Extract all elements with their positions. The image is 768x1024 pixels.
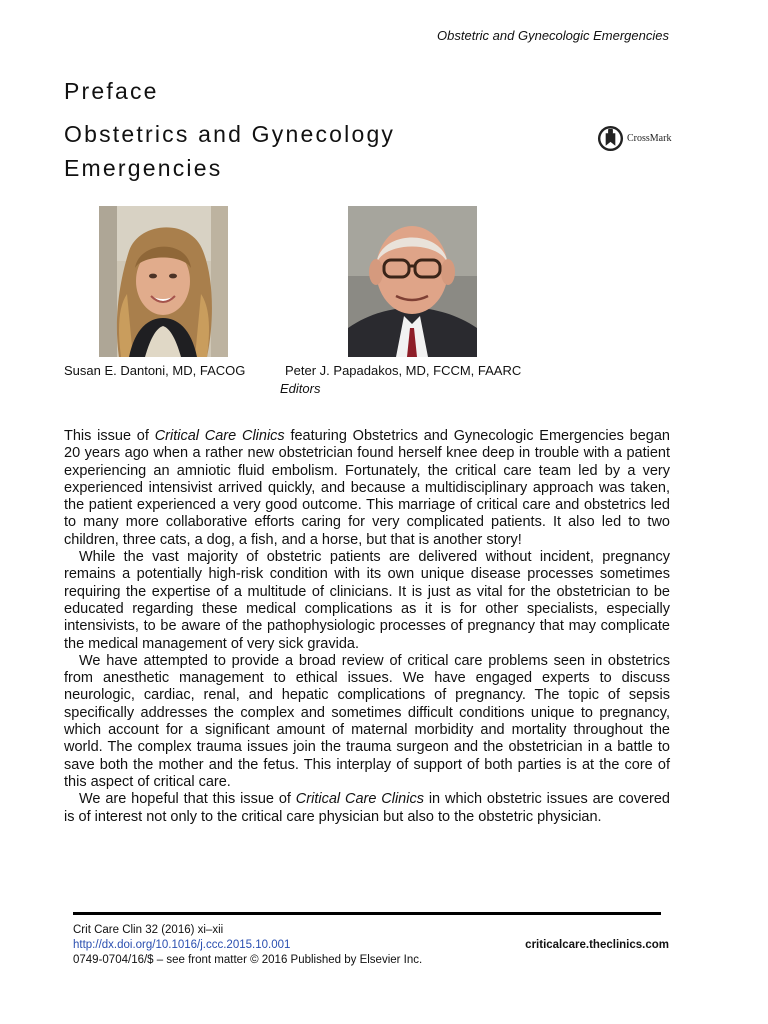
footer-copyright: 0749-0704/16/$ – see front matter © 2016 Published by Elsevier Inc.	[73, 954, 423, 966]
paragraph: We are hopeful that this issue of Critical Care Clinics in which obstetric issues are covered is of interest not only to the critical care physician but also to the obstetric physician.	[64, 791, 670, 825]
crossmark-icon	[597, 125, 624, 152]
editor-name-papadakos: Peter J. Papadakos, MD, FCCM, FAARC	[285, 363, 522, 378]
footer-rule	[73, 912, 661, 915]
journal-website[interactable]: criticalcare.theclinics.com	[525, 939, 669, 951]
journal-name: Critical Care Clinics	[154, 428, 285, 444]
crossmark-badge[interactable]	[597, 125, 671, 152]
section-label: Preface	[64, 78, 159, 104]
paragraph: We have attempted to provide a broad review of critical care problems seen in obstetrics from anesthetic management to ethical issues. We have engaged experts to discuss neurologic, cardiac, renal, and hepatic complications of pregnancy. The topic of sepsis specifically addresses the complex and sometimes difficult conditions unique to pregnancy, which account for a significant amount of maternal morbidity and mortality throughout the world. The complex trauma issues join the trauma surgeon and the obstetrician in a battle to save both the mother and the fetus. This interplay of support of both parties is at the core of this aspect of critical care.	[64, 652, 670, 790]
paragraph: This issue of Critical Care Clinics featuring Obstetrics and Gynecologic Emergencies began 20 years ago when a rather new obstetrician found herself knee deep in trouble with a patient experiencing an amniotic fluid embolism. Fortunately, the critical care team led by a very experienced intensivist arrived quickly, and because a multidisciplinary approach was taken, the patient experienced a very good outcome. This marriage of critical care and obstetrics led to many more collaborative efforts caring for very complicated patients. It also led to two children, three cats, a dog, a fish, and a horse, but that is another story!	[64, 428, 670, 548]
crossmark-label: CrossMark	[627, 133, 672, 144]
editor-photo-woman	[99, 206, 228, 357]
editors-label: Editors	[280, 381, 321, 396]
journal-name: Critical Care Clinics	[295, 791, 424, 808]
article-title: Obstetrics and Gynecology Emergencies	[64, 121, 396, 181]
doi-link[interactable]: http://dx.doi.org/10.1016/j.ccc.2015.10.001	[73, 939, 291, 951]
editor-name-dantoni: Susan E. Dantoni, MD, FACOG	[64, 363, 246, 378]
editor-photo-man	[348, 206, 477, 357]
article-body	[64, 428, 670, 826]
paragraph: While the vast majority of obstetric patients are delivered without incident, pregnancy remains a potentially high-risk condition with its own unique disease processes sometimes requiring the expertise of a multitude of clinicians. It is just as vital for the obstetrician to be educated regarding these medical complications as it is for other specialists, especially intensivists, to be aware of the pathophysiologic processes of pregnancy that may complicate the medical management of very sick gravida.	[64, 549, 670, 652]
running-head: Obstetric and Gynecologic Emergencies	[437, 28, 669, 43]
footer-citation: Crit Care Clin 32 (2016) xi–xii	[73, 924, 224, 936]
